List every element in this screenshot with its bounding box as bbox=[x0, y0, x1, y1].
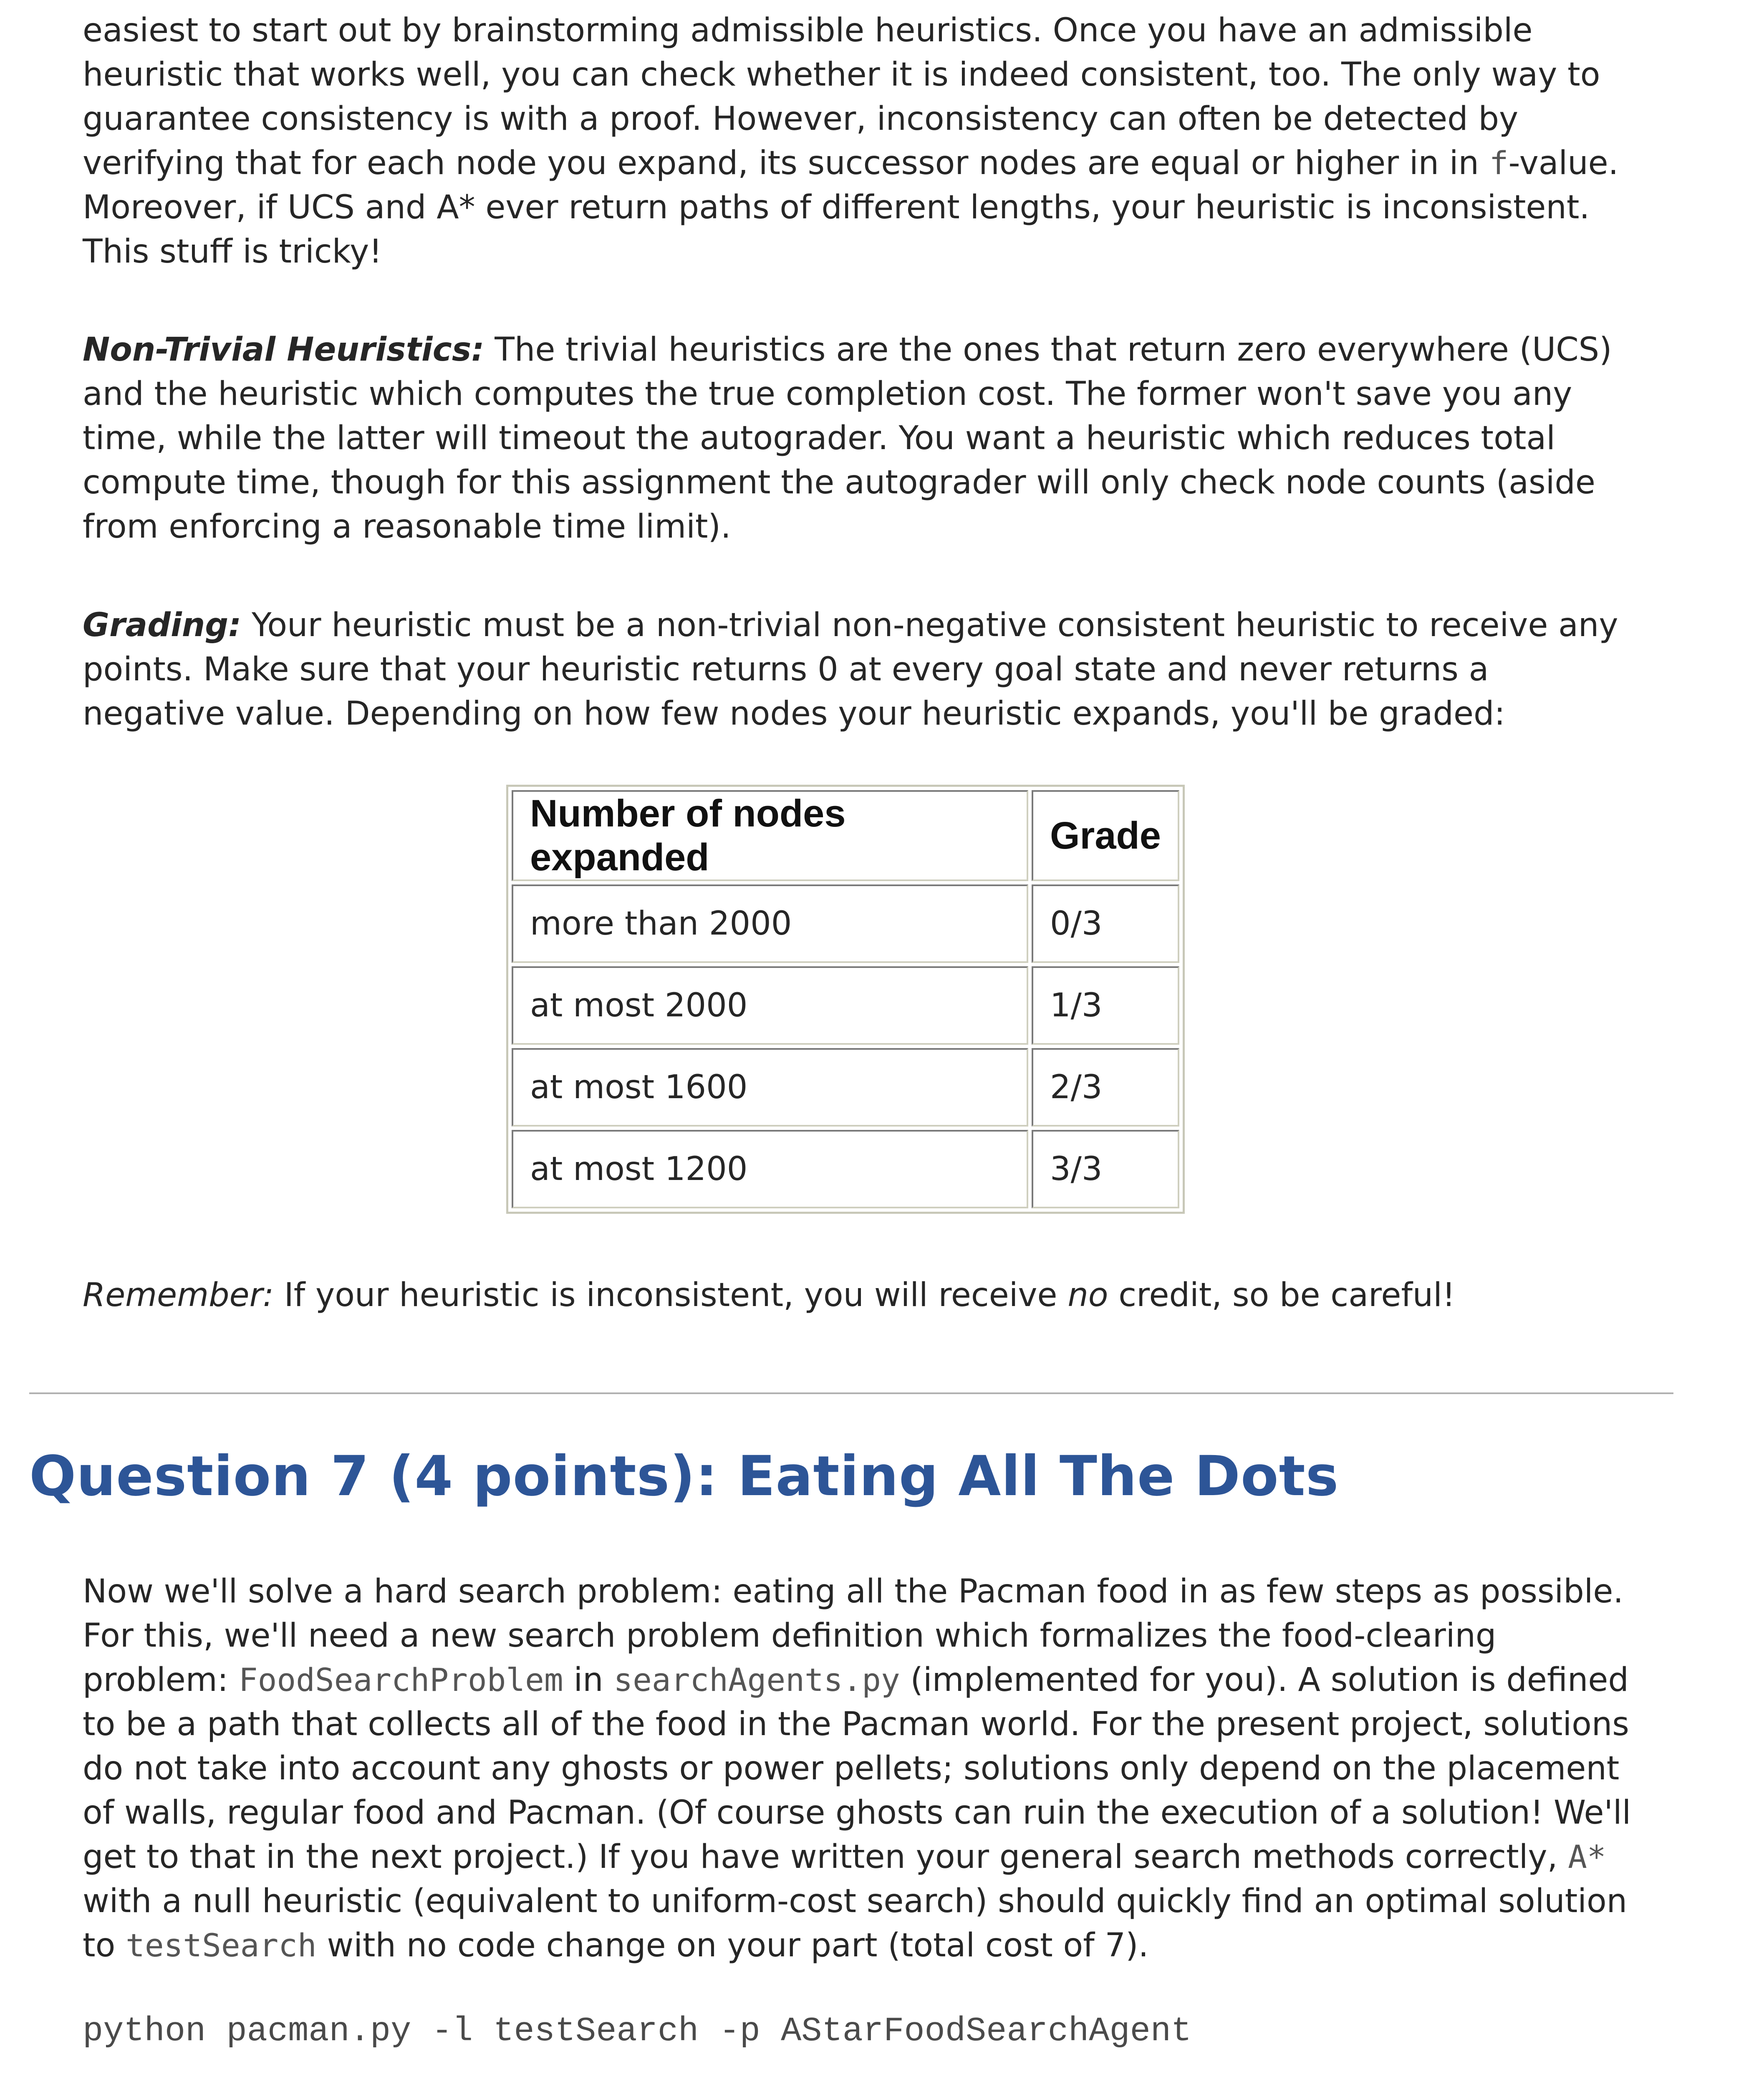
f-value-code: f bbox=[1489, 144, 1509, 182]
table-row bbox=[512, 966, 1179, 1045]
grade-cell: 1/3 bbox=[1032, 966, 1179, 1045]
food-search-problem-code: FoodSearchProblem bbox=[238, 1661, 563, 1698]
search-agents-file-code: searchAgents.py bbox=[613, 1661, 900, 1698]
q7-text-e: with no code change on your part (total cost of 7). bbox=[316, 1927, 1149, 1964]
consistency-text-end: -value. Moreover, if UCS and A* ever return paths of different lengths, your heuristic is inconsistent. This stuff is tricky! bbox=[83, 144, 1619, 270]
q7-text-d: with a null heuristic (equivalent to uniform-cost search) should quickly find an optimal solution to bbox=[83, 1882, 1628, 1964]
grade-table bbox=[506, 785, 1185, 1214]
test-search-code: testSearch bbox=[126, 1927, 317, 1964]
remember-text: If your heuristic is inconsistent, you will receive bbox=[273, 1276, 1068, 1314]
consistency-paragraph bbox=[83, 8, 1635, 274]
header-grade: Grade bbox=[1032, 790, 1179, 881]
grading-paragraph bbox=[83, 603, 1635, 736]
table-row bbox=[512, 1130, 1179, 1208]
remember-emphasis: no bbox=[1067, 1276, 1108, 1314]
nontrivial-paragraph bbox=[83, 328, 1635, 549]
nodes-cell: at most 1600 bbox=[512, 1048, 1028, 1127]
q7-text-b: in bbox=[563, 1661, 614, 1699]
q7-text-c: (implemented for you). A solution is defined to be a path that collects all of the food in the Pacman world. For the present project, solutions do not take into account any ghosts or power pellets; solutions only depend on the placement of walls, regular food and Pacman. (Of course ghosts can ruin the execution of a solution! We'll get to that in the next project.) If you have written your general search methods correctly, bbox=[83, 1661, 1631, 1876]
grade-cell: 3/3 bbox=[1032, 1130, 1179, 1208]
astar-code: A* bbox=[1568, 1838, 1606, 1875]
q7-text-a: Now we'll solve a hard search problem: eating all the Pacman food in as few steps as possible. For this, we'll need a new search problem definition which formalizes the food-clearing problem: bbox=[83, 1573, 1624, 1699]
remember-lead: Remember: bbox=[83, 1276, 274, 1314]
nontrivial-lead: Non-Trivial Heuristics: bbox=[83, 331, 485, 369]
question-7-paragraph bbox=[83, 1569, 1635, 1968]
table-row bbox=[512, 884, 1179, 963]
remember-text-end: credit, so be careful! bbox=[1108, 1276, 1456, 1314]
table-row bbox=[512, 1048, 1179, 1127]
grade-cell: 0/3 bbox=[1032, 884, 1179, 963]
remember-paragraph bbox=[83, 1273, 1635, 1317]
grading-lead: Grading: bbox=[83, 606, 242, 644]
grade-table-header-row bbox=[512, 790, 1179, 881]
consistency-text: easiest to start out by brainstorming admissible heuristics. Once you have an admissible heuristic that works well, you can check whether it is indeed consistent, too. The only way to guarantee consistency is with a proof. However, inconsistency can often be detected by verifying that for each node you expand, its successor nodes are equal or higher in in bbox=[83, 12, 1600, 182]
command-line[interactable]: python pacman.py -l testSearch -p AStarFoodSearchAgent bbox=[83, 2012, 1192, 2051]
nodes-cell: at most 2000 bbox=[512, 966, 1028, 1045]
grading-text: Your heuristic must be a non-trivial non-negative consistent heuristic to receive any points. Make sure that your heuristic returns 0 at every goal state and never returns a negative value. Depending on how few nodes your heuristic expands, you'll be graded: bbox=[83, 606, 1618, 733]
grade-cell: 2/3 bbox=[1032, 1048, 1179, 1127]
section-divider bbox=[29, 1392, 1673, 1394]
nodes-cell: more than 2000 bbox=[512, 884, 1028, 963]
question-7-heading: Question 7 (4 points): Eating All The Dots bbox=[29, 1444, 1339, 1508]
header-nodes-expanded: Number of nodes expanded bbox=[512, 790, 1028, 881]
nodes-cell: at most 1200 bbox=[512, 1130, 1028, 1208]
nontrivial-text: The trivial heuristics are the ones that return zero everywhere (UCS) and the heuristic which computes the true completion cost. The former won't save you any time, while the latter will timeout the autograder. You want a heuristic which reduces total compute time, though for this assignment the autograder will only check node counts (aside from enforcing a reasonable time limit). bbox=[83, 331, 1612, 546]
